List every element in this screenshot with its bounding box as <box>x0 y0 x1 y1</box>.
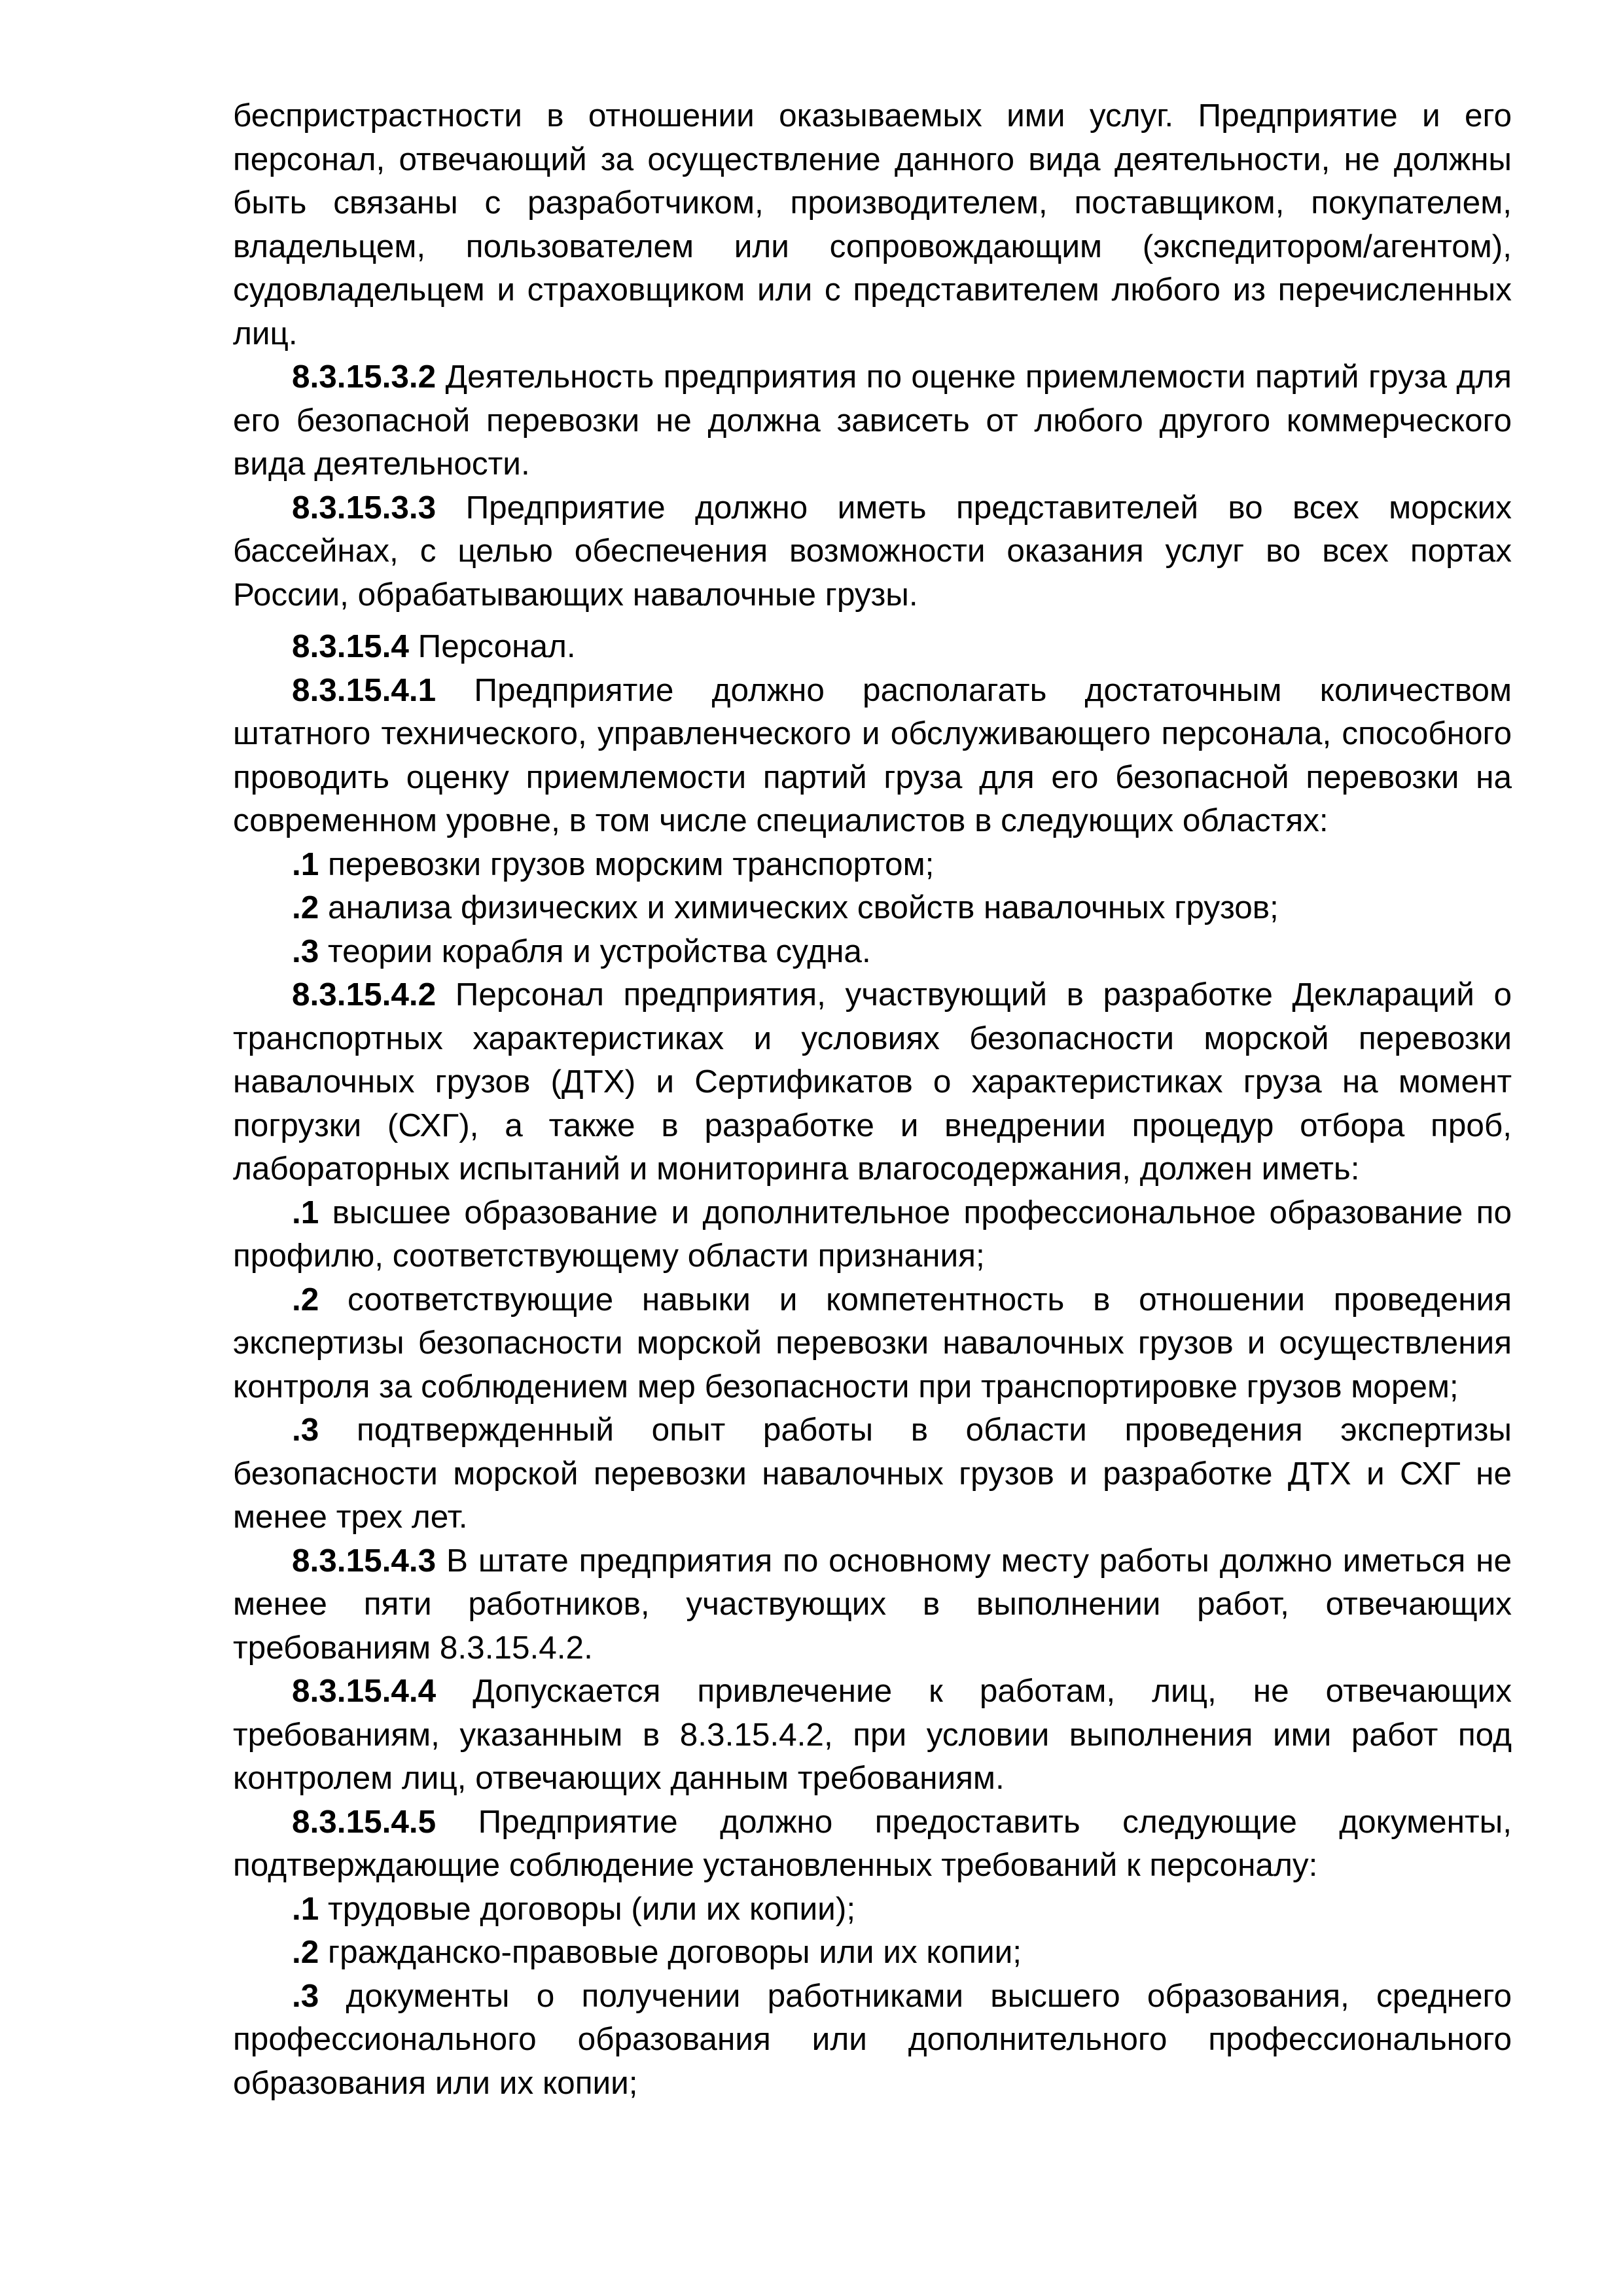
clause-number: 8.3.15.4.2 <box>292 977 437 1013</box>
list-item <box>233 1888 1512 1931</box>
paragraph-text: беспристрастности в отношении оказываемых ими услуг. Предприятие и его персонал, отвечающий за осуществление данного вида деятельности, не должны быть связаны с разработчиком, производителем, поставщиком, покупателем, владельцем, пользователем или сопровождающим (экспедитором/агентом), судовладельцем и страховщиком или с представителем любого из перечисленных лиц. <box>233 98 1512 351</box>
list-item <box>233 843 1512 887</box>
list-item <box>233 1931 1512 1975</box>
list-item <box>233 886 1512 930</box>
list-item-number: .1 <box>292 1890 319 1927</box>
clause-number: 8.3.15.4.5 <box>292 1803 437 1840</box>
paragraph-continuation <box>233 94 1512 355</box>
list-item-text: теории корабля и устройства судна. <box>319 933 871 969</box>
list-item <box>233 1975 1512 2106</box>
list-item-number: .3 <box>292 1412 319 1448</box>
list-item-number: .1 <box>292 846 319 882</box>
clause-8-3-15-4 <box>233 625 1512 669</box>
list-item <box>233 930 1512 974</box>
list-item-number: .2 <box>292 889 319 925</box>
list-item-number: .1 <box>292 1194 319 1230</box>
list-item <box>233 1408 1512 1539</box>
list-item-text: подтвержденный опыт работы в области проведения экспертизы безопасности морской перевозки навалочных грузов и разработке ДТХ и СХГ не менее трех лет. <box>233 1412 1512 1535</box>
document-page <box>233 94 1512 2105</box>
list-item-text: документы о получении работниками высшего образования, среднего профессионального образования или дополнительного профессионального образования или их копии; <box>233 1977 1512 2101</box>
clause-number: 8.3.15.4.4 <box>292 1673 437 1709</box>
clause-number: 8.3.15.4 <box>292 628 409 664</box>
list-item-text: анализа физических и химических свойств навалочных грузов; <box>319 889 1279 925</box>
clause-text: Допускается привлечение к работам, лиц, не отвечающих требованиям, указанным в 8.3.15.4.2, при условии выполнения ими работ под контролем лиц, отвечающих данным требованиям. <box>233 1673 1512 1796</box>
clause-8-3-15-4-3 <box>233 1539 1512 1670</box>
list-item-text: трудовые договоры (или их копии); <box>319 1890 856 1927</box>
clause-text: Персонал. <box>408 628 576 664</box>
clause-text: Деятельность предприятия по оценке приемлемости партий груза для его безопасной перевозки не должна зависеть от любого другого коммерческого вида деятельности. <box>233 359 1512 482</box>
clause-text: В штате предприятия по основному месту работы должно иметься не менее пяти работников, участвующих в выполнении работ, отвечающих требованиям 8.3.15.4.2. <box>233 1542 1512 1666</box>
list-item <box>233 1191 1512 1278</box>
clause-text: Предприятие должно иметь представителей во всех морских бассейнах, с целью обеспечения возможности оказания услуг во всех портах России, обрабатывающих навалочные грузы. <box>233 489 1512 613</box>
clause-number: 8.3.15.4.1 <box>292 672 437 708</box>
clause-8-3-15-4-1 <box>233 669 1512 843</box>
clause-text: Предприятие должно располагать достаточным количеством штатного технического, управленческого и обслуживающего персонала, способного проводить оценку приемлемости партий груза для его безопасной перевозки на современном уровне, в том числе специалистов в следующих областях: <box>233 672 1512 838</box>
list-item-text: перевозки грузов морским транспортом; <box>319 846 935 882</box>
clause-number: 8.3.15.3.2 <box>292 359 437 395</box>
clause-8-3-15-3-3 <box>233 486 1512 617</box>
list-item-number: .3 <box>292 1977 319 2014</box>
list-item <box>233 1278 1512 1409</box>
list-item-number: .2 <box>292 1934 319 1970</box>
clause-8-3-15-4-4 <box>233 1670 1512 1801</box>
clause-text: Предприятие должно предоставить следующие документы, подтверждающие соблюдение установленных требований к персоналу: <box>233 1803 1512 1883</box>
list-item-text: соответствующие навыки и компетентность в отношении проведения экспертизы безопасности морской перевозки навалочных грузов и осуществления контроля за соблюдением мер безопасности при транспортировке грузов морем; <box>233 1281 1512 1405</box>
clause-number: 8.3.15.3.3 <box>292 489 437 526</box>
clause-8-3-15-4-2 <box>233 973 1512 1191</box>
list-item-text: высшее образование и дополнительное профессиональное образование по профилю, соответствующему области признания; <box>233 1194 1512 1274</box>
clause-8-3-15-3-2 <box>233 355 1512 486</box>
clause-8-3-15-4-5 <box>233 1801 1512 1888</box>
list-item-number: .2 <box>292 1281 319 1318</box>
clause-text: Персонал предприятия, участвующий в разработке Деклараций о транспортных характеристиках и условиях безопасности морской перевозки навалочных грузов (ДТХ) и Сертификатов о характеристиках груза на момент погрузки (СХГ), а также в разработке и внедрении процедур отбора проб, лабораторных испытаний и мониторинга влагосодержания, должен иметь: <box>233 977 1512 1187</box>
list-item-text: гражданско-правовые договоры или их копии; <box>319 1934 1022 1970</box>
list-item-number: .3 <box>292 933 319 969</box>
clause-number: 8.3.15.4.3 <box>292 1542 437 1579</box>
